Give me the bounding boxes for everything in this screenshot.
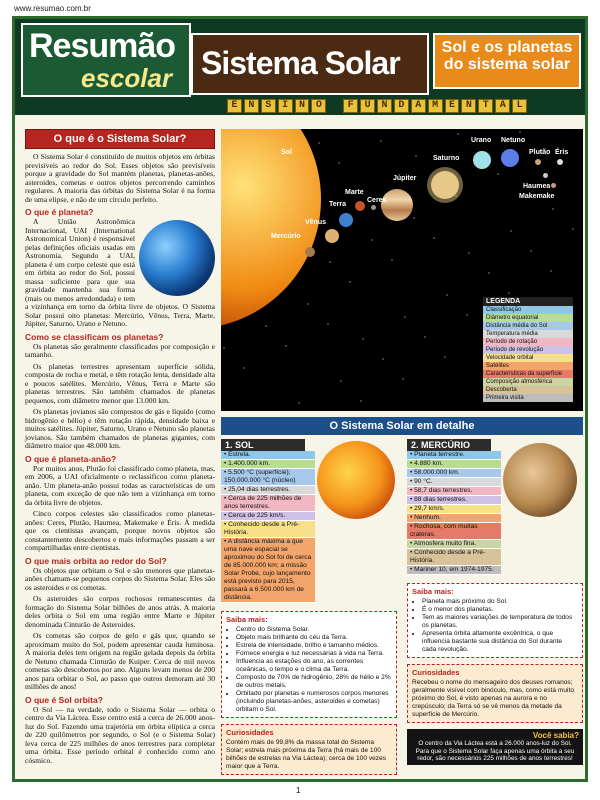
q-anao: O que é planeta-anão? bbox=[25, 453, 117, 464]
subtitle-box bbox=[433, 33, 581, 89]
page-frame bbox=[12, 16, 588, 782]
star-dot bbox=[572, 228, 574, 230]
mercury-detail-image bbox=[503, 443, 577, 517]
voce-sabia-title: Você sabia? bbox=[532, 731, 579, 740]
star-dot bbox=[371, 239, 373, 241]
sun-saiba-box bbox=[221, 611, 397, 718]
star-dot bbox=[265, 325, 267, 327]
sun-cur-text: Contém mais de 99,8% da massa total do Sistema Solar; estrela mais próxima da Terra (há mais de 100 bilhões de estrelas na Via Láctea); cerca de 100 vezes maior que a Terra. bbox=[226, 739, 387, 770]
mercury-curiosidades-box bbox=[407, 664, 583, 723]
voce-sabia-text: O centro da Via Láctea está a 26.000 anos-luz do Sol. Para que o Sistema Solar faça apenas uma órbita a seu redor, são necessários 225 milhões de anos terrestres! bbox=[415, 740, 575, 762]
label-terra: Terra bbox=[329, 201, 346, 208]
legend-item: Período de revolução bbox=[483, 346, 573, 354]
fact-row: • Rochosa, com muitas crateras. bbox=[407, 523, 501, 540]
star-dot bbox=[338, 162, 340, 164]
mercury-saiba-box bbox=[407, 583, 583, 658]
venus-image bbox=[325, 229, 339, 243]
haumea-image bbox=[543, 173, 548, 178]
saiba-item: • Apresenta órbita altamente excêntrica, o que influencia bastante sua distância do Sol durante cada revolução. bbox=[422, 630, 578, 654]
legend-item: Temperatura média bbox=[483, 330, 573, 338]
saiba-item: • Orbitado por planetas e numerosos corpos menores (incluindo planetas-anões, asteroides e cometas) orbitam o Sol. bbox=[236, 690, 392, 714]
a-anao-2: Cinco corpos celestes são classificados como planetas-anões: Ceres, Plutão, Haumea, Makemake e Éris. À medida que os cientistas avançam, porque novos objetos são constantemente descobertos e mais informações passam a ser compartilhadas entre cientistas. bbox=[25, 509, 215, 552]
star-dot bbox=[508, 292, 510, 294]
a-classificam-1: Os planetas são geralmente classificados por composição e tamanho. bbox=[25, 341, 215, 359]
level-banner bbox=[227, 99, 527, 113]
star-dot bbox=[382, 358, 384, 360]
fact-row: • 58,7 dias terrestres. bbox=[407, 487, 501, 496]
planet-block bbox=[25, 218, 215, 329]
star-dot bbox=[329, 261, 331, 263]
legend-item: Período de rotação bbox=[483, 338, 573, 346]
fact-row: • Atmosfera muito fina. bbox=[407, 540, 501, 549]
legend-item: Diâmetro equatorial bbox=[483, 314, 573, 322]
star-dot bbox=[360, 400, 362, 402]
earth-image bbox=[139, 220, 215, 296]
pluto-image bbox=[535, 159, 541, 165]
star-dot bbox=[327, 323, 329, 325]
level-letter: A bbox=[495, 99, 510, 113]
star-dot bbox=[413, 217, 415, 219]
fact-row: • Cerca de 225 milhões de anos terrestres. bbox=[221, 495, 315, 512]
label-haumea: Haumea bbox=[523, 183, 551, 190]
label-netuno: Netuno bbox=[501, 137, 526, 144]
fact-row: • 5.500 °C (superfície); 150.000.000 °C (núcleo) bbox=[221, 469, 315, 486]
label-eris: Éris bbox=[555, 149, 569, 156]
level-letter: N bbox=[295, 99, 310, 113]
uranus-image bbox=[473, 151, 491, 169]
q-sol-orbita: O que é Sol orbita? bbox=[25, 694, 103, 705]
level-letter: D bbox=[394, 99, 409, 113]
star-dot bbox=[510, 230, 512, 232]
sun-saiba-title: Saiba mais: bbox=[226, 615, 268, 624]
level-letter: O bbox=[311, 99, 326, 113]
label-urano: Urano bbox=[471, 137, 492, 144]
star-dot bbox=[433, 237, 435, 239]
a-sol-orbita: O Sol — na verdade, todo o Sistema Solar — orbita o centro da Via Láctea. Esse centro está a cerca de 26.000 anos-luz do Sol. Fazendo uma trajetória em órbita elíptica a cerca de 220 quilômetros por segundo, o Sol (e o Sistema Solar) leva cerca de 225 milhões de anos terrestres para completar uma órbita. Esse período orbital é conhecido como ano cósmico. bbox=[25, 704, 215, 765]
a-planeta: A União Astronômica Internacional, UAI (International Astronomical Union) é responsável pelas definições oficiais usadas em Astronomia. Segundo a UAI, planeta é um corpo celeste que está em órbita ao redor do Sol, possui massa suficiente para que sua gravidade mantenha sua forma (mais ou menos arredondada) e tem a vizinhança em torno da órbita livre de objetos. O Sistema Solar possui oito planetas: Mercúrio, Vênus, Terra, Marte, Júpiter, Saturno, Urano e Netuno. bbox=[25, 217, 215, 328]
header bbox=[15, 19, 585, 115]
star-dot bbox=[243, 367, 245, 369]
sun-column bbox=[221, 439, 397, 779]
detail-title: O Sistema Solar em detalhe bbox=[221, 417, 583, 435]
q-classificam: Como se classificam os planetas? bbox=[25, 331, 164, 342]
earth-small-image bbox=[339, 213, 353, 227]
saturn-image bbox=[431, 171, 459, 199]
fact-row: • A distância máxima a que uma nave espacial se aproximou do Sol foi de cerca de 85.000.000 km; a missão Solar Probe, cujo lançamento está previsto para 2015, passará a 6.500.000 km de distância. bbox=[221, 538, 315, 603]
level-letter: M bbox=[428, 99, 443, 113]
a-orbita-1: Os objetos que orbitam o Sol e são menores que planetas-anões chamam-se pequenos corpos do Sistema Solar. Eles são os asteroides e os cometas. bbox=[25, 565, 215, 592]
mercury-cur-text: Recebeu o nome do mensageiro dos deuses romanos; geralmente visível com binóculo, mas, como está muito próximo do Sol, é visto apenas na aurora e no crepúsculo; da Terra só se vê menos da metade da superfície de Mercúrio. bbox=[412, 679, 574, 718]
star-dot bbox=[446, 294, 448, 296]
star-dot bbox=[349, 281, 351, 283]
mercury-image bbox=[305, 247, 315, 257]
label-plutao: Plutão bbox=[529, 149, 551, 156]
star-dot bbox=[552, 208, 554, 210]
level-letter: N bbox=[244, 99, 259, 113]
brand-bottom: escolar bbox=[81, 63, 173, 93]
intro-text: O Sistema Solar é constituído de muitos objetos em órbitas previsíveis ao redor do Sol. Esses objetos são previsíveis porque a gravidade do Sol mantém planetas, planetas-anões, asteroides, cometas e outros objetos percorrendo caminhos regulares. A maioria das órbitas do Sistema Solar é na forma de uma elipse, e não de um círculo perfeito. bbox=[25, 152, 215, 204]
neptune-image bbox=[501, 149, 519, 167]
fact-row: • 88 dias terrestres. bbox=[407, 496, 501, 505]
star-dot bbox=[530, 250, 532, 252]
legend-item: Composição atmosférica bbox=[483, 378, 573, 386]
star-dot bbox=[457, 133, 459, 135]
fact-row: • Conhecido desde a Pré-História. bbox=[407, 549, 501, 566]
level-letter: T bbox=[478, 99, 493, 113]
saiba-item: • Estrela de intensidade, brilho e tamanho médios. bbox=[236, 642, 392, 650]
star-dot bbox=[404, 316, 406, 318]
star-dot bbox=[307, 303, 309, 305]
fact-row: • 90 °C. bbox=[407, 478, 501, 487]
level-letter: L bbox=[512, 99, 527, 113]
legend-title: LEGENDA bbox=[483, 297, 573, 306]
fact-row: • Conhecido desde a Pré-História. bbox=[221, 521, 315, 538]
star-dot bbox=[223, 347, 225, 349]
fact-row: • Cerca de 225 km/s. bbox=[221, 512, 315, 521]
level-letter: E bbox=[227, 99, 242, 113]
q-orbita: O que mais orbita ao redor do Sol? bbox=[25, 555, 167, 566]
star-dot bbox=[380, 140, 382, 142]
saiba-item: • Fornece energia e luz necessárias à vida na Terra. bbox=[236, 650, 392, 658]
star-dot bbox=[415, 155, 417, 157]
star-dot bbox=[488, 272, 490, 274]
star-dot bbox=[466, 314, 468, 316]
label-saturno: Saturno bbox=[433, 155, 460, 162]
level-letter: N bbox=[377, 99, 392, 113]
label-ceres: Ceres bbox=[367, 197, 387, 204]
fact-row: • Mariner 10, em 1974-1975. bbox=[407, 566, 501, 575]
star-dot bbox=[298, 402, 300, 404]
makemake-image bbox=[551, 183, 556, 188]
fact-row: • 1.400.000 km. bbox=[221, 460, 315, 469]
label-jupiter: Júpiter bbox=[393, 175, 417, 182]
saiba-item: • Tem as maiores variações de temperatura de todos os planetas. bbox=[422, 614, 578, 630]
sun-curiosidades-box bbox=[221, 724, 397, 775]
fact-row: • Planeta terrestre. bbox=[407, 451, 501, 460]
fact-row: • Nenhum. bbox=[407, 514, 501, 523]
ceres-image bbox=[371, 205, 376, 210]
saiba-item: • Objeto mais brilhante do céu da Terra. bbox=[236, 634, 392, 642]
mercury-saiba-title: Saiba mais: bbox=[412, 587, 454, 596]
star-dot bbox=[455, 195, 457, 197]
left-column bbox=[25, 129, 215, 779]
star-dot bbox=[550, 270, 552, 272]
star-dot bbox=[468, 252, 470, 254]
star-dot bbox=[362, 338, 364, 340]
sun-cur-title: Curiosidades bbox=[226, 728, 274, 737]
legend-item: Distância média do Sol bbox=[483, 322, 573, 330]
legend-item: Velocidade orbital bbox=[483, 354, 573, 362]
label-venus: Vênus bbox=[305, 219, 327, 226]
jupiter-image bbox=[381, 189, 413, 221]
section-title: O que é o Sistema Solar? bbox=[25, 129, 215, 149]
star-dot bbox=[391, 259, 393, 261]
legend-item: Descoberta bbox=[483, 386, 573, 394]
legend-item: Satélites bbox=[483, 362, 573, 370]
a-classificam-2: Os planetas terrestres apresentam superfície sólida, composta de rocha e metal, e têm rotação lenta, densidade alta e poucos satélites. Mercúrio, Vênus, Terra e Marte são planetas terrestres. São também chamados de planetas pequenos, com diâmetro menor que 13.000 km. bbox=[25, 361, 215, 405]
saiba-item: • É o menor dos planetas. bbox=[422, 606, 578, 614]
mars-image bbox=[355, 201, 365, 211]
mercury-column bbox=[407, 439, 583, 779]
fact-row: • 25,04 dias terrestres. bbox=[221, 486, 315, 495]
legend-item: Primeira visita bbox=[483, 394, 573, 402]
level-letter: A bbox=[411, 99, 426, 113]
level-letter: S bbox=[261, 99, 276, 113]
star-dot bbox=[519, 131, 521, 133]
sun-image bbox=[221, 129, 321, 329]
legend bbox=[483, 297, 573, 402]
star-dot bbox=[497, 173, 499, 175]
legend-item: Classificação bbox=[483, 306, 573, 314]
star-dot bbox=[444, 356, 446, 358]
fact-row: • 58.000.000 km. bbox=[407, 469, 501, 478]
level-letter: U bbox=[360, 99, 375, 113]
saiba-item: • Influencia as estações do ano, as correntes oceânicas, o tempo e o clima da Terra. bbox=[236, 658, 392, 674]
star-dot bbox=[318, 142, 320, 144]
star-dot bbox=[424, 336, 426, 338]
level-letter: E bbox=[445, 99, 460, 113]
saiba-item: • Composto de 70% de hidrogênio, 28% de hélio e 2% de outros metais. bbox=[236, 674, 392, 690]
sun-detail-image bbox=[317, 441, 395, 519]
sun-facts bbox=[221, 451, 315, 603]
voce-sabia-box bbox=[407, 729, 583, 765]
mercury-heading: 2. MERCÚRIO bbox=[407, 439, 491, 451]
saiba-item: • Planeta mais próximo do Sol. bbox=[422, 598, 578, 606]
page-subtitle: Sol e os planetas do sistema solar bbox=[441, 39, 573, 73]
star-dot bbox=[340, 380, 342, 382]
mercury-cur-title: Curiosidades bbox=[412, 668, 460, 677]
brand-logo bbox=[21, 23, 191, 97]
title-band bbox=[191, 33, 429, 95]
fact-row: • 29,7 km/s. bbox=[407, 505, 501, 514]
level-letter: F bbox=[343, 99, 358, 113]
level-letter: N bbox=[461, 99, 476, 113]
label-makemake: Makemake bbox=[519, 193, 555, 200]
a-orbita-3: Os cometas são corpos de gelo e gás que, quando se aproximam muito do Sol, podem apresentar cauda luminosa. A maioria deles tem origem na região gelada depois da órbita de Netuno chamada Cinturão de Kuiper. Cerca de mil novos cometas são descobertos por ano. Alguns levam menos de 200 anos para orbitar o Sol, ao passo que outros demoram até 30 milhões de anos! bbox=[25, 631, 215, 691]
star-dot bbox=[285, 345, 287, 347]
q-planeta: O que é planeta? bbox=[25, 207, 94, 217]
fact-row: • Estrela. bbox=[221, 451, 315, 460]
a-classificam-3: Os planetas jovianos são compostos de gás e líquido (como hidrogênio e hélio) e têm rotação rápida, densidade baixa e muitos satélites. Júpiter, Saturno, Urano e Netuno são planetas jovianos. São também chamados de planetas gigantes, com diâmetro maior que 48.000 km. bbox=[25, 407, 215, 450]
star-dot bbox=[402, 378, 404, 380]
page-title: Sistema Solar bbox=[201, 45, 400, 81]
saiba-item: • Centro do Sistema Solar. bbox=[236, 626, 392, 634]
fact-row: • 4.880 km. bbox=[407, 460, 501, 469]
mercury-facts bbox=[407, 451, 501, 575]
legend-item: Características da superfície bbox=[483, 370, 573, 378]
label-marte: Marte bbox=[345, 189, 364, 196]
a-orbita-2: Os asteroides são corpos rochosos remanescentes da formação do Sistema Solar bilhões de anos atrás. A maioria deles orbita o Sol em uma região entre Marte e Júpiter denominada Cinturão de Asteroides. bbox=[25, 594, 215, 629]
a-anao-1: Por muitos anos, Plutão foi classificado como planeta, mas, em 2006, a UAI oficialmente o reclassificou como planeta-anão. Um planeta-anão possui todas as características de um planeta, com exceção de que não tem a vizinhança em torno da órbita livre de objetos. bbox=[25, 463, 215, 507]
level-letter: I bbox=[278, 99, 293, 113]
page-number: 1 bbox=[296, 786, 301, 795]
label-sol: Sol bbox=[281, 149, 292, 156]
brand-top: Resumão bbox=[29, 27, 176, 65]
eris-image bbox=[557, 159, 563, 165]
solar-system-illustration bbox=[221, 129, 583, 411]
sun-heading: 1. SOL bbox=[221, 439, 305, 451]
site-url[interactable]: www.resumao.com.br bbox=[14, 4, 91, 13]
level-letter bbox=[328, 99, 341, 113]
label-mercurio: Mercúrio bbox=[271, 233, 301, 240]
